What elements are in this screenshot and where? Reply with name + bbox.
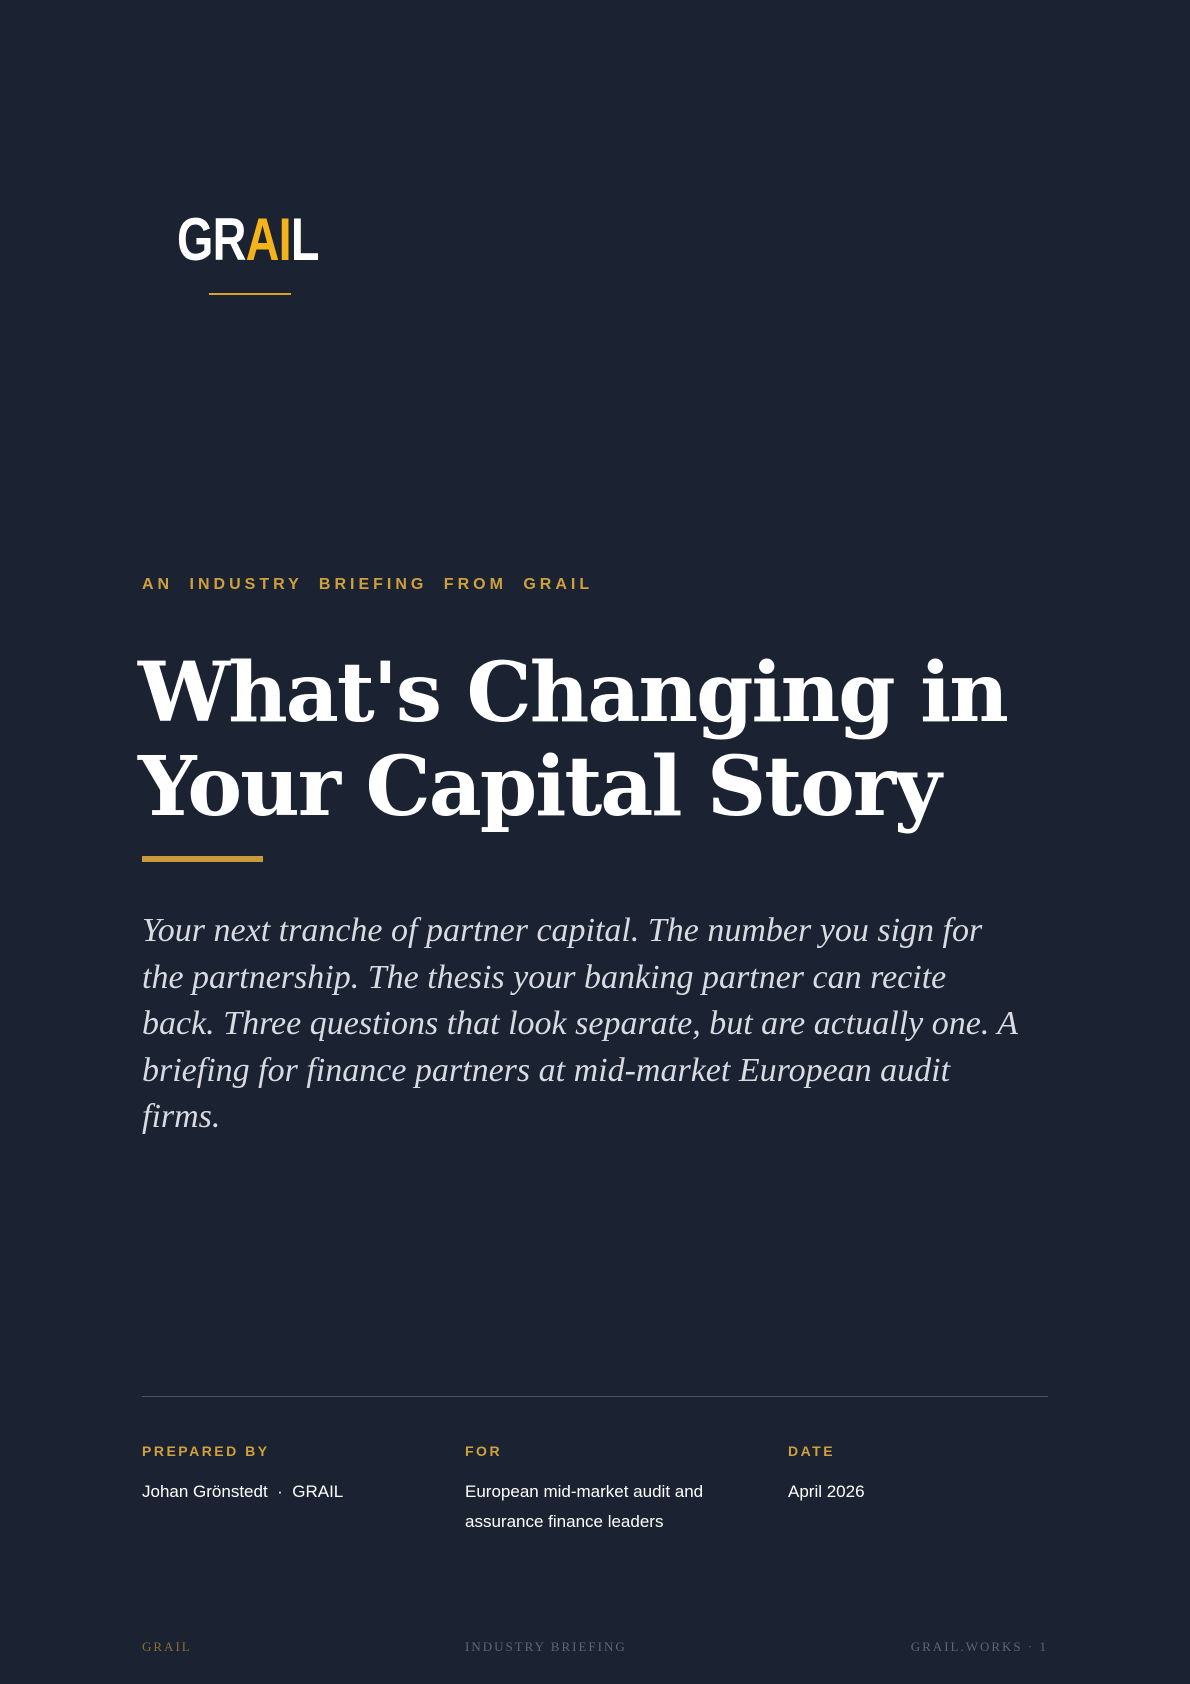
prepared-by-value: Johan Grönstedt · GRAIL [142, 1482, 344, 1501]
page-title: What's Changing in Your Capital Story [138, 645, 1007, 835]
lede-paragraph: Your next tranche of partner capital. The number you sign for the partnership. The thesis your banking partner can recite back. Three questions that look separate, but are actually one. A briefing for finance partners at mid-market European audit firms. [142, 912, 1018, 1135]
date-value: April 2026 [788, 1482, 865, 1501]
for-value: European mid-market audit and assurance finance leaders [465, 1482, 704, 1531]
audience-block [465, 1443, 715, 1536]
date-label: DATE [788, 1443, 836, 1459]
kicker-label: AN INDUSTRY BRIEFING FROM GRAIL [142, 576, 594, 593]
footer-brand: GRAIL [142, 1639, 192, 1654]
date-block [788, 1443, 1038, 1507]
logo-text-ai: AI [245, 206, 291, 273]
prepared-by-block [142, 1443, 442, 1507]
footer-site-page-number: GRAIL.WORKS · 1 [910, 1639, 1048, 1654]
title-accent-rule [142, 856, 263, 862]
section-divider [142, 1396, 1048, 1397]
logo-text-l: L [290, 206, 319, 273]
prepared-by-label: PREPARED BY [142, 1443, 270, 1459]
logo-text-gr: GR [177, 206, 246, 273]
for-label: FOR [465, 1443, 503, 1459]
logo-underline [209, 293, 291, 295]
grail-logo [177, 206, 319, 273]
footer-document-type: INDUSTRY BRIEFING [465, 1639, 627, 1654]
